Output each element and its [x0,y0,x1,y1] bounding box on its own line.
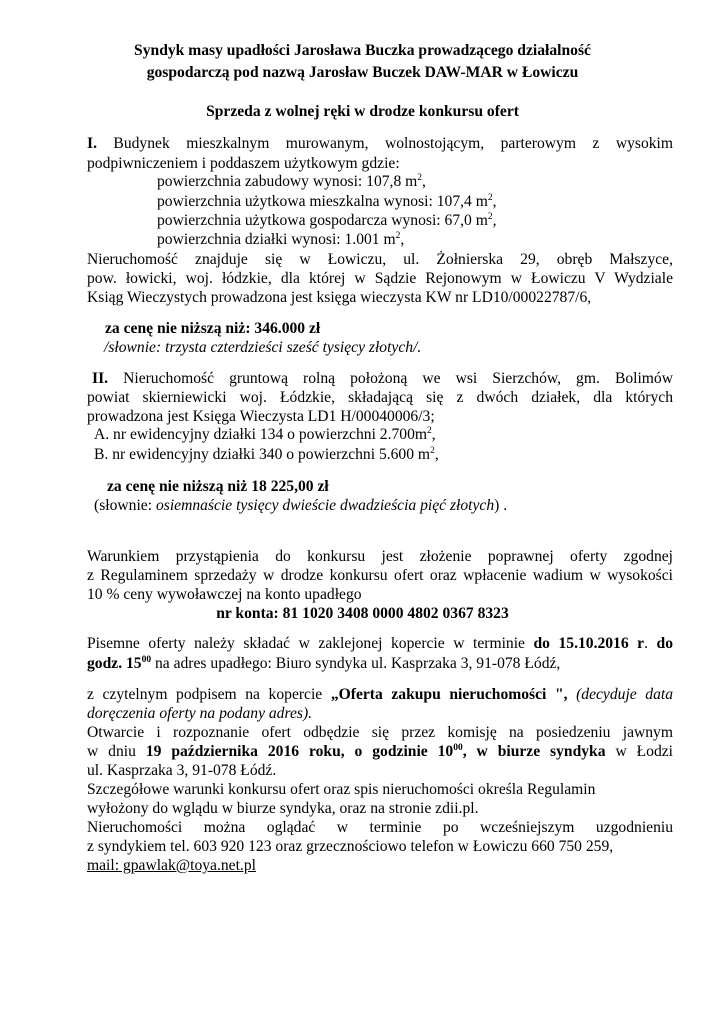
details-line1: Szczegółowe warunki konkursu ofert oraz spis nieruchomości określa Regulamin [87,781,596,798]
item1-numeral: I. [87,135,97,152]
envelope-line1: z czytelnym podpisem na kopercie „Oferta zakupu nieruchomości ", (decyduje data [87,686,674,703]
item1-line1 [87,135,673,154]
item1-price: za cenę nie niższą niż: 346.000 zł [105,320,321,337]
offers-line2: godz. $15^{00}$ na adres upadłego: Biuro syndyka ul. Kasprzaka 3, 91-078 Łódź, [87,655,561,672]
item1-location-1: Nieruchomość znajduje się w Łowiczu, ul. Żołnierska 29, obręb Małszyce, [87,251,673,268]
details-line2: wyłożony do wglądu w biurze syndyka, oraz na stronie zdii.pl. [87,800,479,817]
item2-price: za cenę nie niższą niż 18 225,00 zł [107,478,329,495]
item2-plot-a: A. nr ewidencyjny działki 134 o powierzchni $2.700m^2$, [94,426,436,443]
item2-numeral: II. [92,370,109,387]
conditions-line2: z Regulaminem sprzedaży w drodze konkursu ofert oraz wpłacenie wadium w wysokości [87,567,673,584]
opening-line3: ul. Kasprzaka 3, 91-078 Łódź. [87,762,277,779]
item1-location-3: Ksiąg Wieczystych prowadzona jest księga wieczysta KW nr LD10/00022787/6, [87,289,592,306]
item1-area-building: powierzchnia zabudowy wynosi: 107,8 $m^2$, [157,173,426,190]
conditions-line1: Warunkiem przystąpienia do konkursu jest złożenie poprawnej oferty zgodnej [87,548,673,565]
item2-line1 [92,370,673,389]
item2-line3: prowadzona jest Księga Wieczysta LD1 H/00040006/3; [87,408,435,425]
item1-area-living: powierzchnia użytkowa mieszkalna wynosi: 107,4 $m^2$, [157,193,497,210]
email-link[interactable]: mail: gpawlak@toya.net.pl [87,857,256,874]
item1-line2: podpiwniczeniem i poddaszem użytkowym gdzie: [87,155,400,172]
bank-account: nr konta: 81 1020 3408 0000 4802 0367 8323 [216,605,509,622]
item2-line1-text: Nieruchomość gruntową rolną położoną we wsi Sierzchów, gm. Bolimów [108,370,673,387]
conditions-line3: 10 % ceny wywoławczej na konto upadłego [87,586,362,603]
opening-line2: w dniu 19 października 2016 roku, o godzinie $10^{00}$, w biurze syndyka w Łodzi [87,743,673,760]
details-line3: Nieruchomości można oglądać w terminie po wcześniejszym uzgodnieniu [87,819,673,836]
title-line-2: gospodarczą pod nazwą Jarosław Buczek DAW-MAR w Łowiczu [146,64,579,81]
details-line4: z syndykiem tel. 603 920 123 oraz grzecznościowo telefon w Łowiczu 660 750 259, [87,838,614,855]
item2-price-words: (słownie: osiemnaście tysięcy dwieście dwadzieścia pięć złotych) . [94,497,508,514]
item1-area-utility: powierzchnia użytkowa gospodarcza wynosi: 67,0 $m^2$, [157,212,497,229]
envelope-line2: doręczenia oferty na podany adres). [87,705,313,722]
item1-price-words: /słownie: trzysta czterdzieści sześć tysięcy złotych/. [104,339,422,356]
offers-line1: Pisemne oferty należy składać w zaklejonej kopercie w terminie do 15.10.2016 r. do [87,635,674,652]
item1-line1-text: Budynek mieszkalnym murowanym, wolnostojącym, parterowym z wysokim [96,135,673,152]
item1-area-plot: powierzchnia działki wynosi: 1.001 $m^2$, [157,231,405,248]
item2-line2: powiat skierniewicki woj. Łódzkie, składającą się z dwóch działek, dla których [87,389,673,406]
opening-line1: Otwarcie i rozpoznanie ofert odbędzie się przez komisję na posiedzeniu jawnym [87,724,673,741]
sale-subtitle: Sprzeda z wolnej ręki w drodze konkursu ofert [206,103,519,120]
item1-location-2: pow. łowicki, woj. łódzkie, dla której w Sądzie Rejonowym w Łowiczu V Wydziale [87,270,673,287]
title-line-1: Syndyk masy upadłości Jarosława Buczka prowadzącego działalność [134,42,591,59]
item2-plot-b: B. nr ewidencyjny działki 340 o powierzchni 5.600 $m^2$, [94,446,439,463]
